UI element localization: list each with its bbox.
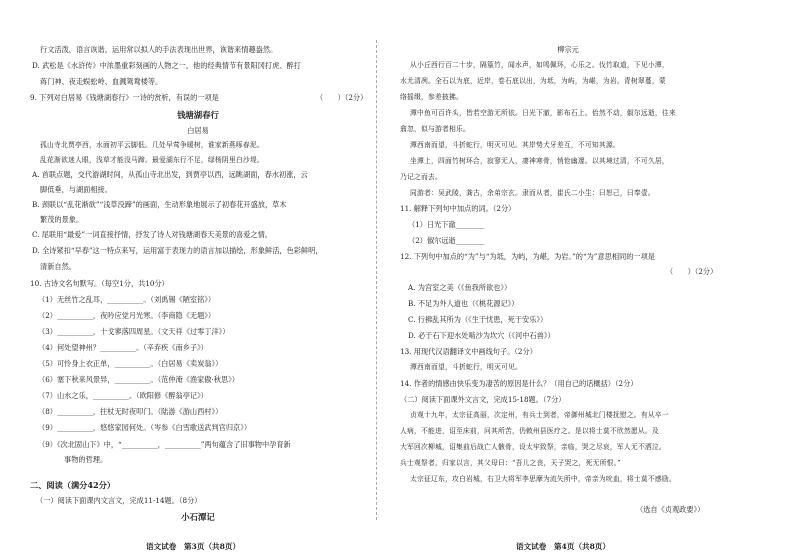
passage-line: 乃记之而去。: [400, 173, 442, 181]
fill-blank-item: （9）《次北固山下》中，“__________，__________”两句蕴含了旧事物中孕育新: [38, 440, 291, 449]
right-page: [400, 0, 736, 560]
option-c: C. 尾联用“最爱”一词直接抒情，抒发了诗人对钱塘湖春天美景的喜爱之情。: [32, 230, 272, 239]
question-10: 10. 古诗文名句默写。（每空1分，共10分）: [30, 279, 169, 288]
section-subtitle: （二）阅读下面课外文言文，完成15-18题。（7分）: [400, 395, 566, 404]
poem-line: 孤山寺北贾亭西，水面初平云脚低。几处早莺争暖树，谁家新燕啄春泥。: [40, 141, 264, 149]
option-c: C. 行拂乱其所为（《生于忧患，死于安乐》）: [408, 315, 548, 324]
option-a: A. 为宫室之美（《鱼我所欲也》）: [408, 283, 512, 292]
fill-blank-item: （2）__________，夜吟应觉月光寒。（李商隐《无题》）: [38, 311, 216, 320]
question-12-score: （ ）（2分）: [666, 267, 718, 276]
passage-line: 大军回次柳城，诏集前后战亡人骸骨，设太牢致祭，亲临，哭之尽哀，军人无不洒泣。: [400, 443, 666, 451]
passage-line: 兵士观祭者，归家以言，其父母曰：“吾儿之丧，天子哭之，死无所恨。”: [400, 459, 621, 467]
passage-line: 坐潭上，四面竹树环合，寂寥无人，凄神寒骨，悄怆幽邃。以其境过清，不可久居，: [410, 157, 669, 165]
poem-author: 白居易: [187, 126, 209, 135]
fill-blank-item: （4）何处望神州？__________。（辛弃疾《南乡子》）: [38, 343, 208, 352]
passage-line: 水尤清冽。全石以为底，近岸，卷石底以出，为坻，为屿，为嵁，为岩。青树翠蔓，蒙: [400, 77, 666, 85]
question-9: 9. 下列对白居易《钱塘湖春行》一诗的赏析，有误的一项是: [30, 93, 219, 102]
passage-line: 从小丘西行百二十步，隔篁竹，闻水声，如鸣佩环，心乐之。伐竹取道，下见小潭，: [410, 61, 669, 69]
option-d: D. 全诗紧扣“早春”这一特点来写，运用富于表现力的语言加以描绘，形象鲜活，色彩鲜明，: [32, 246, 323, 255]
text-line: 蒋门神、夜走蜈蚣岭、血溅鸳鸯楼等。: [40, 77, 163, 86]
left-page: [30, 0, 366, 560]
fill-blank-item: （1）无丝竹之乱耳，__________。（刘禹锡《陋室铭》）: [38, 295, 216, 304]
page-footer: 语文试卷 第3页（共8页）: [146, 542, 241, 551]
text-line: 清新自然。: [40, 262, 76, 271]
passage-title: 小石潭记: [181, 512, 215, 522]
fill-blank-item: （9）__________，悠悠家园何处。（岑参《白雪歌送武判官归京》）: [38, 423, 252, 432]
question-13-sentence: 潭西南而望，斗折蛇行，明灭可见。: [410, 363, 522, 371]
passage-line: 翕忽，似与游者相乐。: [400, 125, 470, 133]
poem-line: 乱花渐欲迷人眼，浅草才能没马蹄。最爱湖东行不足，绿杨阴里白沙堤。: [40, 156, 264, 164]
question-11: 11. 解释下列句中加点的词。（2分）: [400, 204, 516, 213]
option-d: D. 必于石下迎水处啮沙为坎穴（《河中石兽》）: [408, 331, 555, 340]
passage-line: 络摇缀，参差披拂。: [400, 93, 463, 101]
question-14: 14. 作者的情感由快乐变为凄苦的原因是什么？（用自己的话概括）（2分）: [400, 379, 638, 388]
option-b: B. 不足为外人道也（《桃花源记》）: [408, 299, 519, 308]
passage-source: （选自《贞观政要》）: [636, 505, 705, 514]
passage-line: 潭西南而望，斗折蛇行，明灭可见。其岸势犬牙差互，不可知其源。: [410, 141, 620, 149]
passage-line: 人病，不能进，诏至床前，问其所苦，仍敕州县医疗之。是以将士莫不欣然愿从。及: [400, 427, 659, 435]
text-line: 繁茂的景象。: [40, 215, 84, 224]
text-line: 脚低垂，与湖面相接。: [40, 185, 112, 194]
fill-blank-item: （5）可怜身上衣正单，__________。（白居易《卖炭翁》）: [38, 359, 223, 368]
option-b: B. 颈联以“乱花渐欲”“浅草没蹄”的画面，生动形象地展示了初春花开盛放，草木: [32, 200, 287, 209]
fill-blank-item: （3）__________，十戈寥落四周星。（文天祥《过零丁洋》）: [38, 327, 230, 336]
passage-line: 贞观十九年，太宗征高丽，次定州，有兵士到者，帝御州城北门楼抚慰之。有从卒一: [410, 411, 669, 419]
fill-blank-item: （7）山水之乐，__________。（欧阳修《醉翁亭记》）: [38, 391, 208, 400]
passage-author: 柳宗元: [557, 45, 579, 54]
section-subtitle: （一）阅读下面课内文言文，完成11-14题。（8分）: [36, 496, 202, 505]
fill-blank-item: （8）__________，拄杖无时夜叩门。（陆游《游山西村》）: [38, 407, 223, 416]
question-9-score: （ ）（2分）: [316, 93, 368, 102]
question-12: 12. 下列句中加点的“为”与“为坻，为屿，为嵁，为岩。”的“为”意思相同的一项是: [400, 252, 655, 261]
question-11-item: （1）日光下澈________: [408, 220, 485, 229]
question-11-item: （2）俶尔远逝________: [408, 236, 485, 245]
fill-blank-item: （6）塞下秋来风景异，__________。（范仲淹《渔家傲·秋思》）: [38, 375, 239, 384]
text-line: 事物的哲理。: [64, 455, 108, 464]
question-13: 13. 用现代汉语翻译文中画线句子。（2分）: [400, 347, 537, 356]
passage-line: 潭中鱼可百许头，皆若空游无所依。日光下澈，影布石上。佁然不动，俶尔远逝，往来: [410, 109, 676, 117]
section-title: 二、阅读（满分42分）: [30, 480, 116, 490]
passage-line: 同游者：吴武陵，龚古，余弟宗玄。隶而从者，崔氏二小生：曰恕己，曰奉壹。: [410, 189, 655, 197]
option-d: D. 武松是《水浒传》中浓墨重彩刻画的人物之一，他的经典情节有景阳冈打虎、醉打: [32, 61, 301, 70]
page-footer: 语文试卷 第4页（共8页）: [516, 542, 611, 551]
option-a: A. 首联点题，交代游湖时间，从孤山寺北出发，到贾亭以西，远眺湖面，春水初涨，云: [32, 170, 308, 179]
text-line: 行文活泼，语言诙谐，运用常以拟人的手法表现出世界，诙谐来情趣盎然。: [40, 45, 278, 54]
page-divider: [376, 40, 377, 520]
poem-title: 钱塘湖春行: [177, 110, 219, 120]
passage-line: 太宗征辽东，攻白岩城，右卫大将军李思摩为流矢所中，帝亲为吮血，将士莫不感励。: [410, 475, 676, 483]
